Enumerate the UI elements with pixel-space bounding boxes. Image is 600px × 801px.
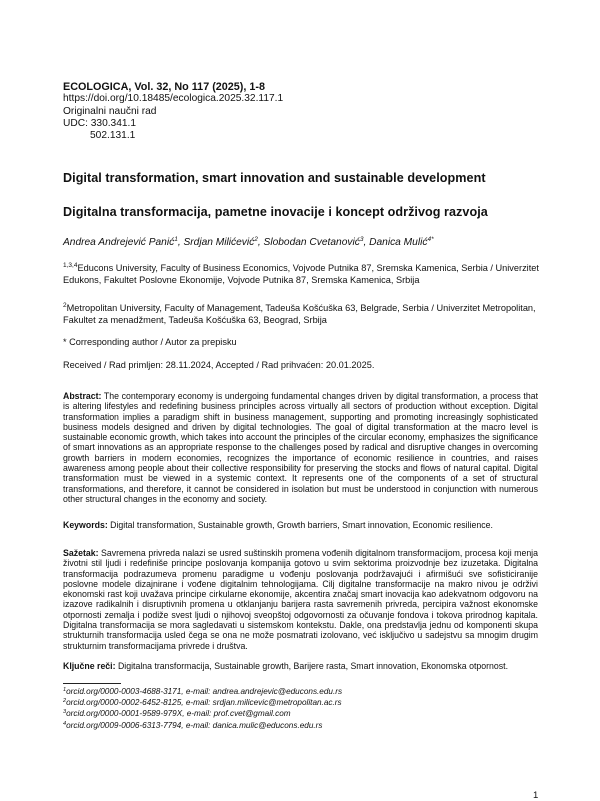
- author-sep: ,: [363, 237, 370, 248]
- keywords-text: Digital transformation, Sustainable growth, Growth barriers, Smart innovation, Economic resilience.: [110, 520, 493, 530]
- author-sup: 3: [359, 236, 364, 243]
- footnote-divider: [63, 683, 121, 684]
- sazetak-text: Savremena privreda nalazi se usred suštinskih promena vođenih digitalnom transformacijom, procesa koji menja životni stil ljudi i redefiniše principe poslovanja kompanija gotovo u svim sektorima proizvodnje bez izuzetaka. Digitalna transformacija podrazumeva promenu paradigme u vođenju poslovanja podržavajući i afirmišući sve sofisticiranije poslovne modele dizajnirane i vođene digitalnim tehnologijama. Cilj digitalne transformacije na makro nivou je održivi ekonomski rast koji uvažava principe cirkularne ekonomije, akcentira značaj smart inovacija kao adekvatnom odgovoru na izazove radikalnih i disruptivnih promena u otklanjanju barijera rasta savremenih privreda, percipira važnost ekonomske otpornosti zemalja i podiže svest ljudi o njihovoj sveopštoj odgovornosti za očuvanje fondova i tokova prirodnog kapitala. Digitalna transformacija se mora sagledavati u sistemskom kontekstu. Dakle, ona predstavlja jednu od komponenti skupa strukturnih transformacija usled čega se ona ne može posmatrati izolovano, već isključivo u sadejstvu sa mnogim drugim strukturnim transformacijama privrede i društva.: [63, 548, 538, 651]
- author-sep: ,: [177, 237, 184, 248]
- footnote-text: orcid.org/0000-0003-4688-3171, e-mail: andrea.andrejevic@educons.edu.rs: [66, 687, 343, 696]
- affiliation-sup: 2: [63, 302, 67, 309]
- page-number: 1: [533, 790, 539, 801]
- udc-line-2: 502.131.1: [90, 130, 136, 142]
- abstract-serbian: [63, 548, 538, 651]
- author-sup: 1: [174, 236, 178, 243]
- keywords-label: Keywords:: [63, 520, 108, 530]
- footnotes: [63, 686, 342, 731]
- author-name: Andrea Andrejević Panić: [63, 237, 175, 248]
- footnote: [63, 697, 342, 708]
- corresponding-author-note: * Corresponding author / Autor za prepisku: [63, 337, 237, 347]
- footnote-text: orcid.org/0009-0006-6313-7794, e-mail: danica.mulic@educons.edu.rs: [66, 720, 323, 730]
- abstract-label: Abstract:: [63, 391, 102, 401]
- affiliation-sup: 1,3,4: [63, 262, 78, 269]
- author-sup: 2: [254, 236, 258, 243]
- kljucne-text: Digitalna transformacija, Sustainable growth, Barijere rasta, Smart innovation, Ekonomska otpornost.: [117, 661, 509, 671]
- keywords-english: [63, 520, 493, 530]
- author-sup: 4*: [427, 236, 434, 243]
- footnote-sup: 4: [63, 720, 67, 727]
- footnote: [63, 708, 342, 719]
- received-accepted-dates: Received / Rad primljen: 28.11.2024, Accepted / Rad prihvaćen: 20.01.2025.: [63, 360, 375, 370]
- footnote: [63, 686, 342, 697]
- footnote-text: orcid.org/0000-0002-6452-8125, e-mail: srdjan.milicevic@metropolitan.ac.rs: [66, 698, 342, 708]
- keywords-serbian: [63, 661, 508, 671]
- abstract-text: The contemporary economy is undergoing fundamental changes driven by digital transformation, a process that is altering lifestyles and redefining business principles across virtually all sectors of production without exception. Digital transformation implies a paradigm shift in business management, supporting and promoting increasingly sophisticated business models designed and driven by digital technologies. The goal of digital transformation at the macro level is sustainable economic growth, which takes into account the principles of the circular economy, emphasizes the significance of smart innovations as an appropriate response to the challenges posed by radical and disruptive changes in overcoming growth barriers in modern economies, recognizes the importance of economic resilience in countries, and raises awareness among people about their collective responsibility for preserving the stocks and flows of natural capital. Digital transformation must be viewed in a systemic context. It represents one of the components of a set of structural transformations, and therefore, it cannot be considered in isolation but must be understood in conjunction with numerous other structural changes in the economy and society.: [63, 391, 538, 504]
- affiliation: [63, 302, 543, 327]
- footnote-text: orcid.org/0000-0001-9589-979X, e-mail: prof.cvet@gmail.com: [66, 709, 291, 719]
- article-type: Originalni naučni rad: [63, 105, 157, 117]
- footnote-sup: 3: [63, 709, 67, 716]
- journal-citation: ECOLOGICA, Vol. 32, No 117 (2025), 1-8: [63, 81, 266, 93]
- sazetak-label: Sažetak:: [63, 548, 99, 558]
- title-english: Digital transformation, smart innovation and sustainable development: [63, 171, 486, 185]
- author-list: [63, 237, 434, 248]
- author-sep: ,: [257, 237, 264, 248]
- affiliation-text: Metropolitan University, Faculty of Management, Tadeuša Košćuška 63, Belgrade, Serbia / Univerzitet Metropolitan, Fakultet za menadžment, Tadeuša Košćuška 63, Beograd, Srbija: [63, 303, 536, 326]
- journal-header: [63, 81, 283, 142]
- footnote-sup: 2: [63, 698, 67, 705]
- kljucne-label: Ključne reči:: [63, 661, 116, 671]
- affiliation-text: Educons University, Faculty of Business Economics, Vojvode Putnika 87, Sremska Kamenica, Serbia / Univerzitet Edukons, Fakultet Poslovne Ekonomije, Vojvode Putnika 87, Sremska Kamenica, Srbija: [63, 263, 539, 286]
- footnote-sup: 1: [63, 687, 67, 693]
- author-name: Srdjan Milićević: [183, 237, 255, 248]
- author-name: Slobodan Cvetanović: [263, 237, 360, 248]
- doi-link[interactable]: https://doi.org/10.18485/ecologica.2025.32.117.1: [63, 93, 284, 105]
- udc-line-1: UDC: 330.341.1: [63, 117, 137, 129]
- author-name: Danica Mulić: [369, 237, 428, 248]
- title-serbian: Digitalna transformacija, pametne inovacije i koncept održivog razvoja: [63, 205, 488, 219]
- footnote: [63, 720, 342, 731]
- affiliation: [63, 262, 543, 287]
- abstract-english: [63, 391, 538, 504]
